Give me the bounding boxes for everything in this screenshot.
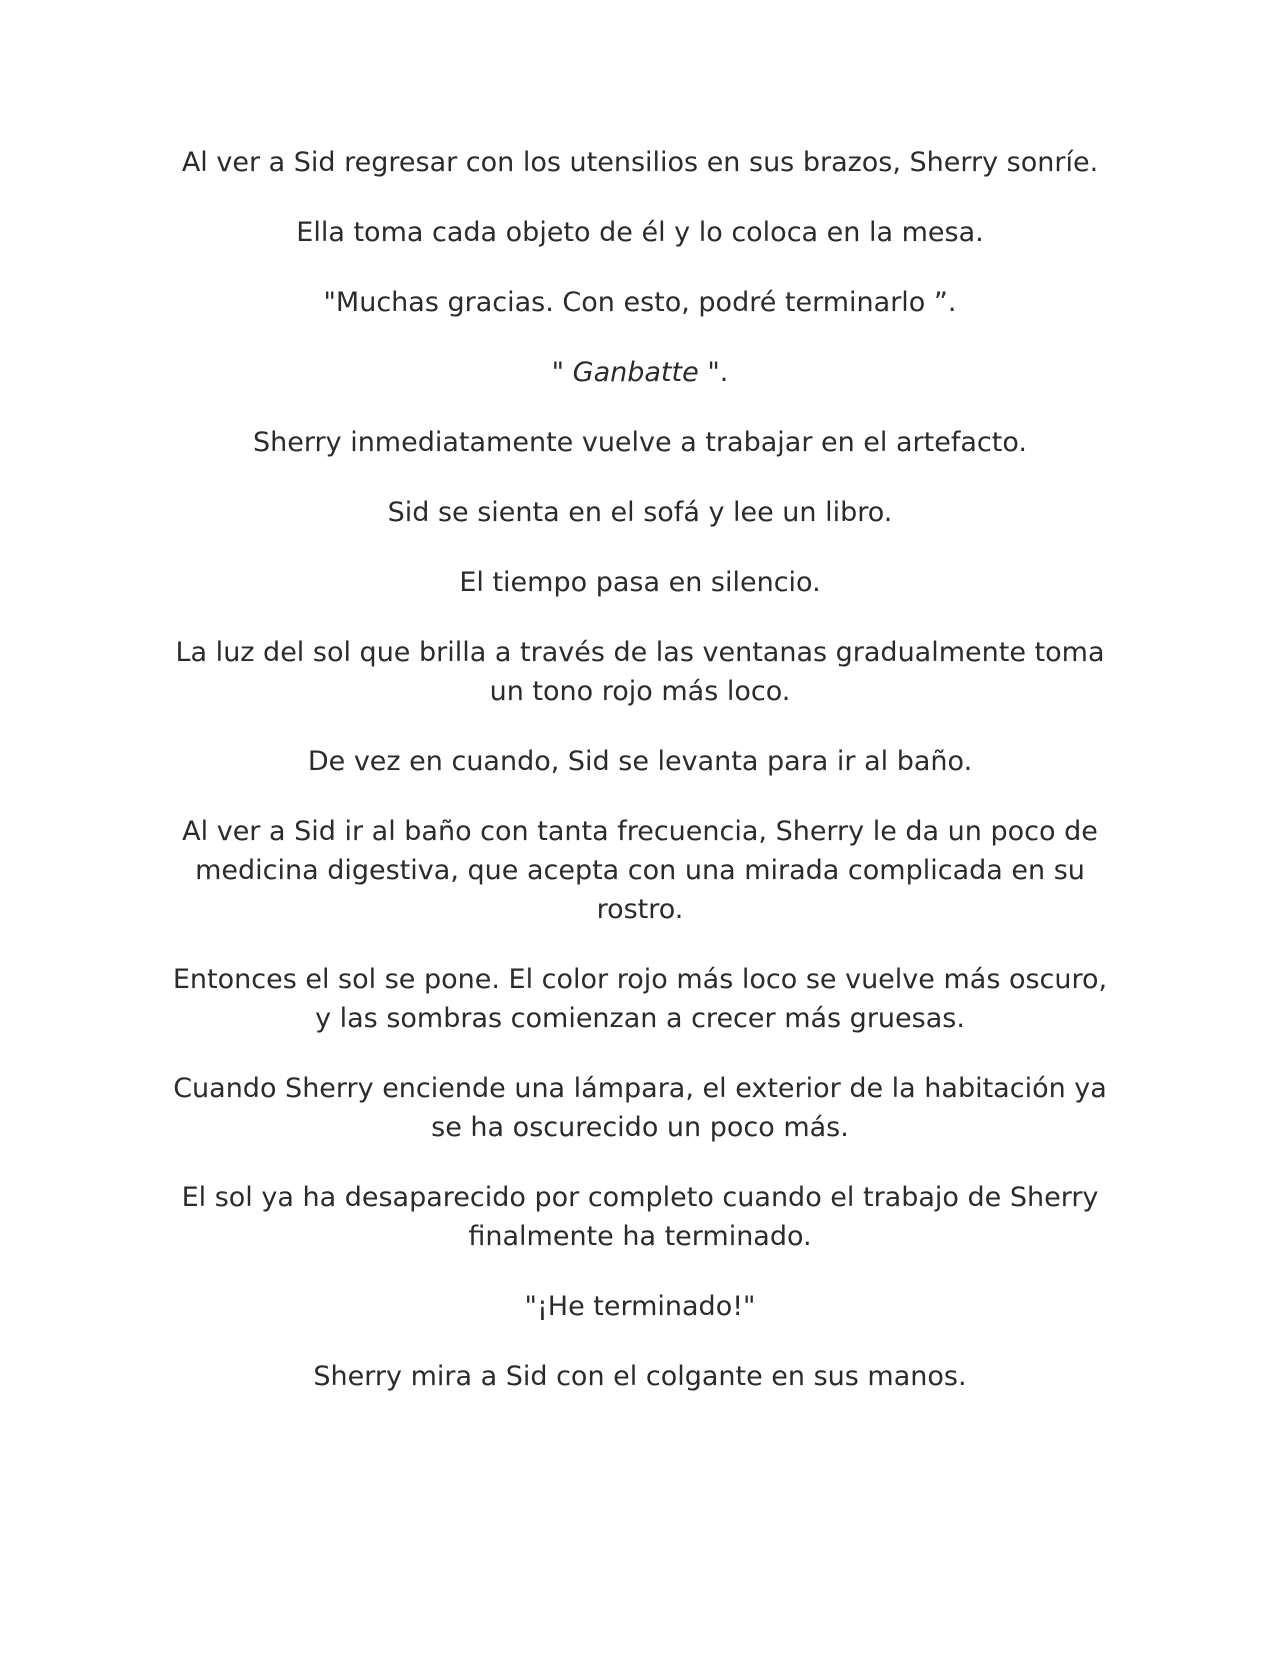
paragraph-ganbatte bbox=[170, 353, 1110, 392]
paragraph: De vez en cuando, Sid se levanta para ir al baño. bbox=[307, 746, 973, 777]
paragraph: Sid se sienta en el sofá y lee un libro. bbox=[387, 497, 893, 528]
paragraph: Sherry inmediatamente vuelve a trabajar en el artefacto. bbox=[253, 427, 1027, 458]
story-text bbox=[170, 143, 1110, 1427]
quote-close: ". bbox=[698, 357, 729, 388]
paragraph: Al ver a Sid ir al baño con tanta frecuencia, Sherry le da un poco de medicina digestiva, que acepta con una mirada complicada en su rostro. bbox=[182, 816, 1098, 925]
quote-open: " bbox=[551, 357, 573, 388]
paragraph: Sherry mira a Sid con el colgante en sus manos. bbox=[313, 1361, 967, 1392]
paragraph: El tiempo pasa en silencio. bbox=[459, 567, 821, 598]
paragraph: Cuando Sherry enciende una lámpara, el exterior de la habitación ya se ha oscurecido un poco más. bbox=[173, 1073, 1107, 1143]
paragraph: El sol ya ha desaparecido por completo cuando el trabajo de Sherry finalmente ha terminado. bbox=[181, 1182, 1099, 1252]
italic-word: Ganbatte bbox=[572, 357, 699, 388]
paragraph: "¡He terminado!" bbox=[524, 1291, 756, 1322]
paragraph: Ella toma cada objeto de él y lo coloca en la mesa. bbox=[296, 217, 984, 248]
paragraph: Al ver a Sid regresar con los utensilios en sus brazos, Sherry sonríe. bbox=[181, 147, 1099, 178]
paragraph: "Muchas gracias. Con esto, podré terminarlo ”. bbox=[323, 287, 957, 318]
paragraph: Entonces el sol se pone. El color rojo más loco se vuelve más oscuro, y las sombras comienzan a crecer más gruesas. bbox=[172, 964, 1108, 1034]
paragraph: La luz del sol que brilla a través de las ventanas gradualmente toma un tono rojo más loco. bbox=[175, 637, 1105, 707]
